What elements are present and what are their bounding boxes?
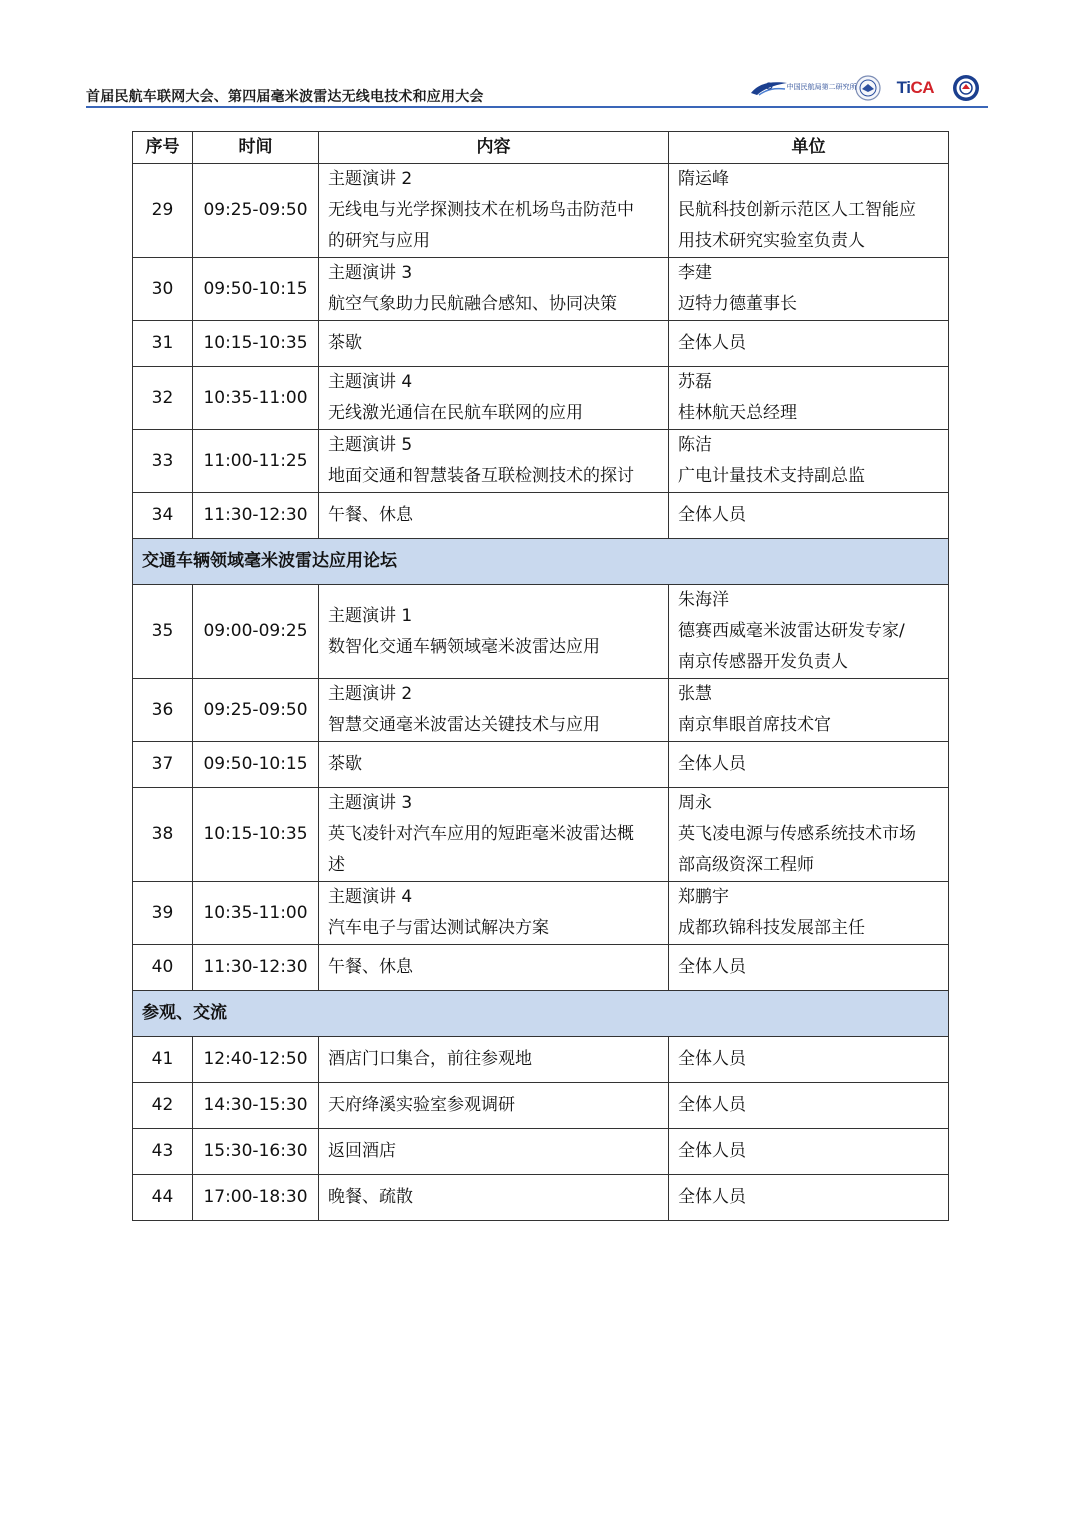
- table-row: [133, 258, 949, 321]
- unit-line: 用技术研究实验室负责人: [678, 231, 865, 251]
- row-unit: [669, 1129, 949, 1175]
- row-unit: [669, 164, 949, 258]
- table-row: [133, 679, 949, 742]
- unit-line: 全体人员: [678, 1095, 746, 1115]
- row-unit: [669, 882, 949, 945]
- unit-line: 部高级资深工程师: [678, 855, 814, 875]
- column-header-content: 内容: [319, 132, 669, 164]
- content-line: 主题演讲 1: [328, 605, 413, 626]
- header-rule: [86, 106, 988, 108]
- row-unit: [669, 679, 949, 742]
- column-header-time: 时间: [193, 132, 319, 164]
- row-number: 42: [133, 1083, 193, 1129]
- unit-line: 桂林航天总经理: [678, 403, 797, 423]
- unit-line: 德赛西威毫米波雷达研发专家/: [678, 621, 905, 641]
- row-time: 10:15-10:35: [193, 788, 319, 882]
- unit-line: 陈洁: [678, 435, 712, 455]
- row-content: [319, 585, 669, 679]
- unit-line: 英飞凌电源与传感系统技术市场: [678, 824, 916, 844]
- content-line: 主题演讲 3: [328, 793, 413, 813]
- unit-line: 成都玖锦科技发展部主任: [678, 918, 865, 938]
- column-header-unit: 单位: [669, 132, 949, 164]
- tica-logo: [897, 78, 934, 98]
- row-time: 14:30-15:30: [193, 1083, 319, 1129]
- row-content: [319, 1129, 669, 1175]
- unit-line: 全体人员: [678, 754, 746, 774]
- row-content: [319, 679, 669, 742]
- table-row: [133, 882, 949, 945]
- content-line: 晚餐、疏散: [328, 1187, 413, 1207]
- row-unit: [669, 945, 949, 991]
- row-content: [319, 1083, 669, 1129]
- unit-line: 广电计量技术支持副总监: [678, 466, 865, 486]
- row-unit: [669, 493, 949, 539]
- content-line: 主题演讲 2: [328, 169, 413, 189]
- row-time: 10:15-10:35: [193, 321, 319, 367]
- row-number: 39: [133, 882, 193, 945]
- table-row: [133, 1037, 949, 1083]
- content-line: 数智化交通车辆领域毫米波雷达应用: [328, 636, 600, 657]
- row-unit: [669, 1037, 949, 1083]
- unit-line: 南京隼眼首席技术官: [678, 715, 831, 735]
- tica-logo-accent: CA: [910, 78, 934, 97]
- row-time: 09:50-10:15: [193, 742, 319, 788]
- page-header: [86, 72, 988, 108]
- table-header-row: [133, 132, 949, 164]
- unit-line: 民航科技创新示范区人工智能应: [678, 200, 916, 220]
- row-content: [319, 258, 669, 321]
- header-title: 首届民航车联网大会、第四届毫米波雷达无线电技术和应用大会: [86, 89, 484, 105]
- row-time: 11:00-11:25: [193, 430, 319, 493]
- content-line: 主题演讲 3: [328, 263, 413, 283]
- row-time: 10:35-11:00: [193, 367, 319, 430]
- row-number: 36: [133, 679, 193, 742]
- unit-line: 全体人员: [678, 1141, 746, 1161]
- caac-wing-icon: [749, 77, 789, 99]
- row-content: [319, 321, 669, 367]
- table-row: [133, 321, 949, 367]
- row-time: 11:30-12:30: [193, 945, 319, 991]
- row-number: 35: [133, 585, 193, 679]
- column-header-number: 序号: [133, 132, 193, 164]
- row-unit: [669, 430, 949, 493]
- content-line: 茶歇: [328, 754, 362, 774]
- logo-strip: [749, 72, 980, 104]
- content-line: 的研究与应用: [328, 231, 430, 251]
- table-row: [133, 1175, 949, 1221]
- unit-line: 全体人员: [678, 957, 746, 977]
- row-content: [319, 367, 669, 430]
- society-seal-logo: [855, 75, 881, 101]
- row-number: 37: [133, 742, 193, 788]
- row-unit: [669, 585, 949, 679]
- table-row: [133, 1083, 949, 1129]
- table-row: [133, 742, 949, 788]
- agenda-body: [133, 164, 949, 1221]
- row-content: [319, 945, 669, 991]
- table-row: [133, 788, 949, 882]
- row-content: [319, 430, 669, 493]
- section-title: 参观、交流: [133, 991, 949, 1037]
- row-time: 15:30-16:30: [193, 1129, 319, 1175]
- row-unit: [669, 258, 949, 321]
- content-line: 午餐、休息: [328, 505, 413, 525]
- unit-line: 南京传感器开发负责人: [678, 652, 848, 672]
- table-row: [133, 493, 949, 539]
- content-line: 智慧交通毫米波雷达关键技术与应用: [328, 715, 600, 735]
- table-row: [133, 1129, 949, 1175]
- unit-line: 苏磊: [678, 372, 712, 392]
- row-unit: [669, 321, 949, 367]
- row-number: 44: [133, 1175, 193, 1221]
- row-time: 09:25-09:50: [193, 679, 319, 742]
- unit-line: 张慧: [678, 684, 712, 704]
- content-line: 主题演讲 4: [328, 887, 413, 907]
- unit-line: 朱海洋: [678, 590, 729, 610]
- row-time: 17:00-18:30: [193, 1175, 319, 1221]
- row-number: 40: [133, 945, 193, 991]
- table-row: [133, 430, 949, 493]
- row-number: 33: [133, 430, 193, 493]
- row-time: 09:00-09:25: [193, 585, 319, 679]
- unit-line: 全体人员: [678, 1049, 746, 1069]
- row-time: 12:40-12:50: [193, 1037, 319, 1083]
- row-number: 30: [133, 258, 193, 321]
- content-line: 返回酒店: [328, 1141, 396, 1161]
- content-line: 午餐、休息: [328, 957, 413, 977]
- table-row: [133, 585, 949, 679]
- row-number: 34: [133, 493, 193, 539]
- content-line: 主题演讲 2: [328, 684, 413, 704]
- unit-line: 郑鹏宇: [678, 887, 729, 907]
- row-content: [319, 1037, 669, 1083]
- unit-line: 全体人员: [678, 505, 746, 525]
- row-content: [319, 493, 669, 539]
- content-line: 述: [328, 855, 345, 875]
- row-time: 09:50-10:15: [193, 258, 319, 321]
- caac-logo-text: 中国民航局第二研究所: [786, 83, 857, 91]
- row-unit: [669, 1083, 949, 1129]
- section-row: [133, 991, 949, 1037]
- row-number: 32: [133, 367, 193, 430]
- table-row: [133, 367, 949, 430]
- content-line: 航空气象助力民航融合感知、协同决策: [328, 294, 617, 314]
- content-line: 地面交通和智慧装备互联检测技术的探讨: [328, 466, 634, 486]
- row-content: [319, 1175, 669, 1221]
- row-number: 38: [133, 788, 193, 882]
- row-content: [319, 164, 669, 258]
- agenda-table: [132, 131, 949, 1221]
- row-number: 31: [133, 321, 193, 367]
- content-line: 汽车电子与雷达测试解决方案: [328, 918, 549, 938]
- row-time: 11:30-12:30: [193, 493, 319, 539]
- row-time: 10:35-11:00: [193, 882, 319, 945]
- content-line: 茶歇: [328, 333, 362, 353]
- unit-line: 周永: [678, 793, 712, 813]
- row-time: 09:25-09:50: [193, 164, 319, 258]
- section-row: [133, 539, 949, 585]
- row-unit: [669, 788, 949, 882]
- content-line: 主题演讲 5: [328, 435, 413, 455]
- row-unit: [669, 367, 949, 430]
- university-seal-logo: [952, 74, 980, 102]
- content-line: 酒店门口集合，前往参观地: [328, 1049, 532, 1069]
- content-line: 英飞凌针对汽车应用的短距毫米波雷达概: [328, 824, 634, 844]
- unit-line: 全体人员: [678, 333, 746, 353]
- content-line: 无线电与光学探测技术在机场鸟击防范中: [328, 200, 634, 220]
- unit-line: 迈特力德董事长: [678, 294, 797, 314]
- row-number: 29: [133, 164, 193, 258]
- content-line: 天府绛溪实验室参观调研: [328, 1095, 515, 1115]
- table-row: [133, 945, 949, 991]
- content-line: 无线激光通信在民航车联网的应用: [328, 403, 583, 423]
- row-number: 41: [133, 1037, 193, 1083]
- unit-line: 隋运峰: [678, 169, 729, 189]
- row-number: 43: [133, 1129, 193, 1175]
- caac-research-logo: [749, 77, 857, 99]
- tica-logo-text: Ti: [896, 78, 911, 97]
- section-title: 交通车辆领域毫米波雷达应用论坛: [133, 539, 949, 585]
- content-line: 主题演讲 4: [328, 372, 413, 392]
- unit-line: 李建: [678, 263, 712, 283]
- row-unit: [669, 742, 949, 788]
- unit-line: 全体人员: [678, 1187, 746, 1207]
- row-content: [319, 788, 669, 882]
- table-row: [133, 164, 949, 258]
- row-content: [319, 742, 669, 788]
- row-unit: [669, 1175, 949, 1221]
- row-content: [319, 882, 669, 945]
